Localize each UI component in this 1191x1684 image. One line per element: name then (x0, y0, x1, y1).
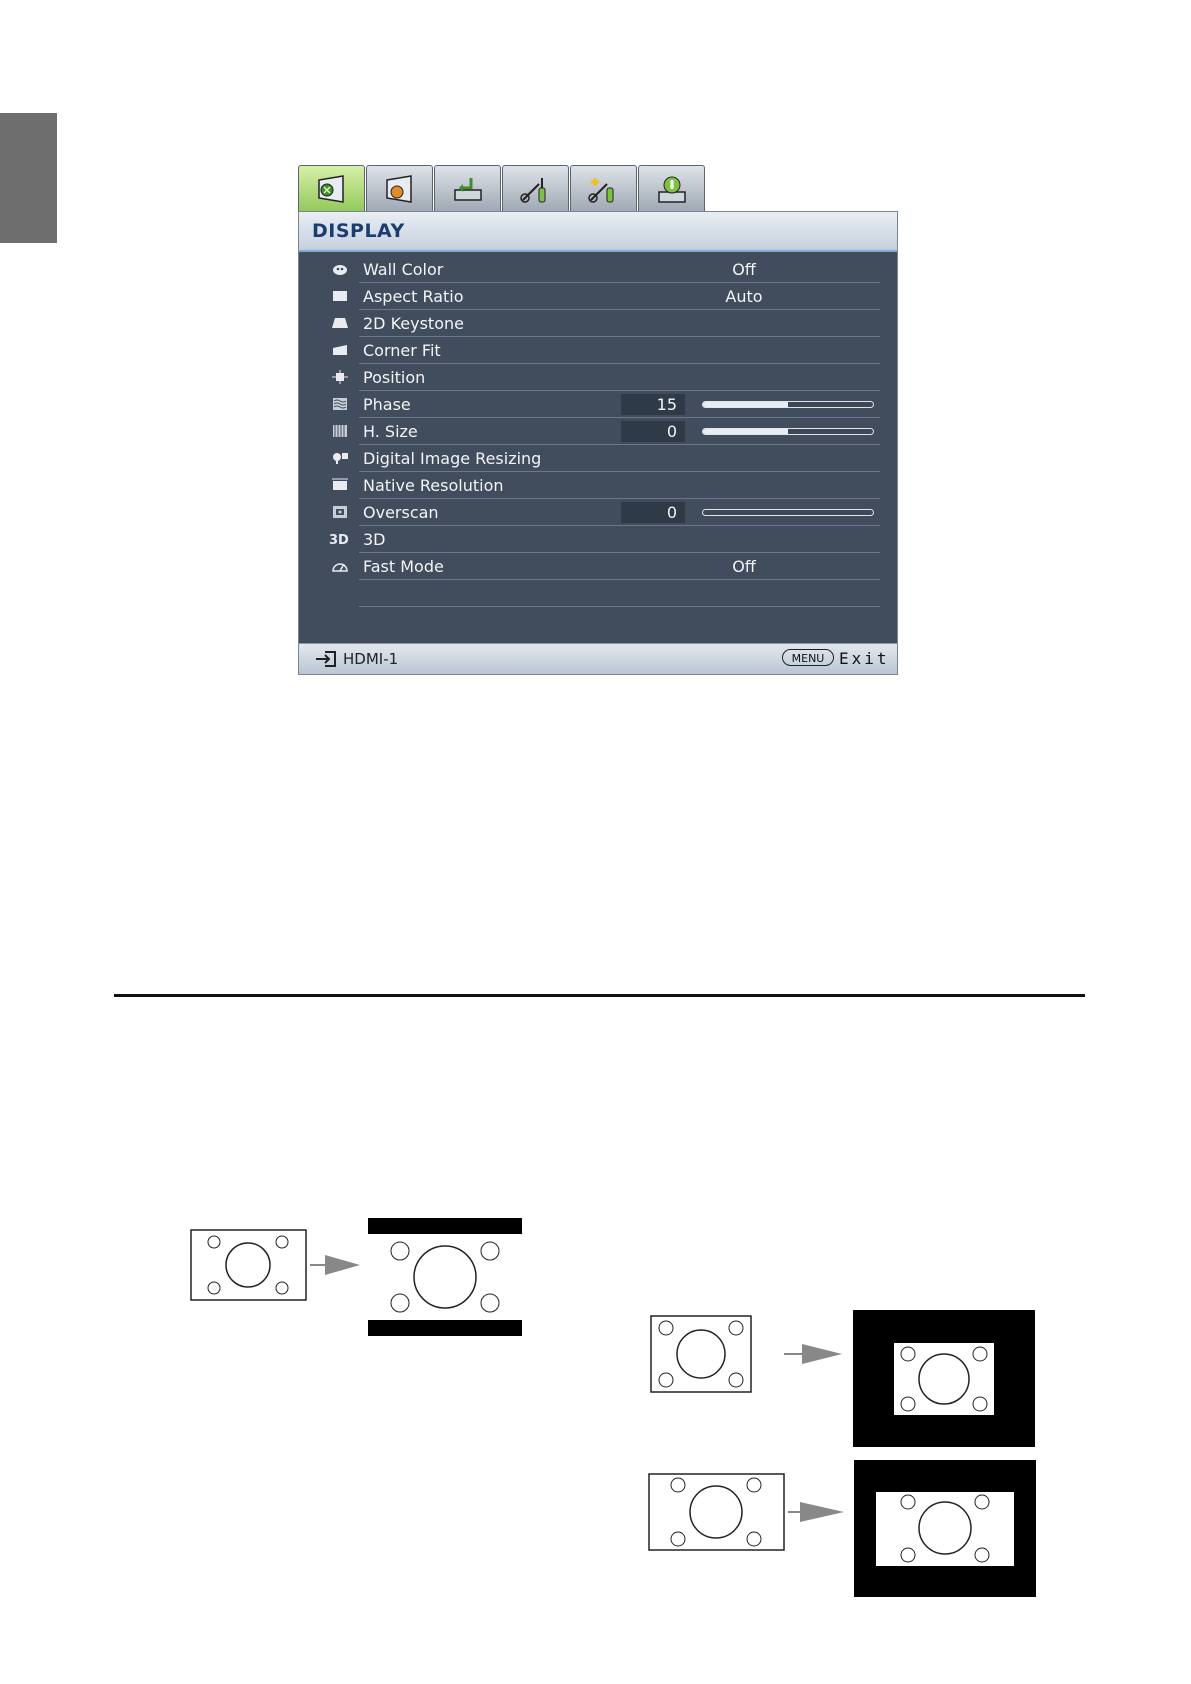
menu-key-icon[interactable]: MENU (782, 649, 834, 666)
menu-empty-row (299, 580, 897, 607)
slider-fill (703, 402, 788, 407)
keystone-icon (331, 316, 349, 330)
menu-item-label: Position (363, 368, 426, 387)
native-resolution-icon (331, 478, 349, 492)
menu-item-label: Phase (363, 395, 411, 414)
source-icon (449, 174, 487, 206)
menu-title-bar (299, 212, 897, 252)
system-setup-basic-tab[interactable] (502, 165, 569, 212)
menu-item-label: Fast Mode (363, 557, 444, 576)
menu-item-fast-mode[interactable] (299, 553, 897, 580)
menu-title: DISPLAY (312, 220, 405, 242)
row-divider (359, 606, 880, 607)
menu-item-label: Corner Fit (363, 341, 441, 360)
aspect-diagram-pillarbox (650, 1310, 1040, 1450)
corner-fit-icon (331, 343, 349, 357)
menu-item-label: 3D (363, 530, 386, 549)
chapter-side-tab (0, 113, 57, 243)
menu-item-label: Overscan (363, 503, 439, 522)
menu-item-aspect-ratio[interactable] (299, 283, 897, 310)
arrow-icon (788, 1502, 844, 1522)
advanced-setup-icon (585, 174, 623, 206)
osd-menu (298, 165, 898, 675)
menu-item-label: Aspect Ratio (363, 287, 464, 306)
display-icon (313, 174, 351, 206)
source-picture-icon (651, 1316, 751, 1392)
resizing-icon (331, 451, 349, 465)
menu-item-label: Digital Image Resizing (363, 449, 542, 468)
overscan-slider[interactable] (702, 509, 874, 516)
information-tab[interactable] (638, 165, 705, 212)
hsize-icon (331, 424, 349, 438)
menu-item-wall-color[interactable] (299, 256, 897, 283)
system-setup-icon (517, 174, 555, 206)
palette-icon (331, 262, 349, 276)
overscan-icon (331, 505, 349, 519)
result-screen-icon (368, 1218, 522, 1336)
source-picture-icon (649, 1474, 784, 1550)
menu-footer (299, 643, 897, 674)
display-tab[interactable] (298, 165, 365, 212)
menu-item-label: H. Size (363, 422, 418, 441)
section-divider (114, 994, 1085, 997)
menu-item-2d-keystone[interactable] (299, 310, 897, 337)
menu-item-3d[interactable] (299, 526, 897, 553)
menu-item-position[interactable] (299, 364, 897, 391)
menu-item-h-size[interactable] (299, 418, 897, 445)
menu-item-digital-image-resizing[interactable] (299, 445, 897, 472)
menu-panel (298, 211, 898, 675)
menu-item-value: Auto (725, 287, 763, 306)
menu-item-value: Off (732, 557, 756, 576)
input-source-icon (315, 651, 337, 667)
3d-icon (329, 532, 351, 546)
phase-icon (331, 397, 349, 411)
h-size-slider[interactable] (702, 428, 874, 435)
phase-slider[interactable] (702, 401, 874, 408)
slider-fill (703, 429, 788, 434)
exit-label[interactable]: Exit (839, 649, 890, 668)
menu-item-label: Wall Color (363, 260, 444, 279)
aspect-diagram-letterbox (190, 1218, 530, 1338)
menu-item-value: Off (732, 260, 756, 279)
slider-value: 15 (621, 394, 685, 415)
slider-value: 0 (621, 502, 685, 523)
arrow-icon (310, 1255, 360, 1275)
result-screen-icon (853, 1310, 1035, 1447)
speedometer-icon (331, 559, 349, 573)
menu-item-label: Native Resolution (363, 476, 504, 495)
menu-item-phase[interactable] (299, 391, 897, 418)
menu-item-overscan[interactable] (299, 499, 897, 526)
information-icon (653, 174, 691, 206)
screen-icon (331, 289, 349, 303)
aspect-diagram-windowbox (648, 1460, 1040, 1600)
menu-item-corner-fit[interactable] (299, 337, 897, 364)
menu-tabs (298, 165, 898, 212)
menu-item-label: 2D Keystone (363, 314, 464, 333)
source-tab[interactable] (434, 165, 501, 212)
picture-icon (381, 174, 419, 206)
arrow-icon (784, 1344, 842, 1364)
menu-item-native-resolution[interactable] (299, 472, 897, 499)
source-picture-icon (191, 1230, 306, 1300)
svg-text:3D: 3D (329, 533, 349, 546)
position-icon (331, 370, 349, 384)
input-source-label: HDMI-1 (343, 650, 399, 668)
result-screen-icon (854, 1460, 1036, 1597)
system-setup-advanced-tab[interactable] (570, 165, 637, 212)
slider-value: 0 (621, 421, 685, 442)
picture-tab[interactable] (366, 165, 433, 212)
